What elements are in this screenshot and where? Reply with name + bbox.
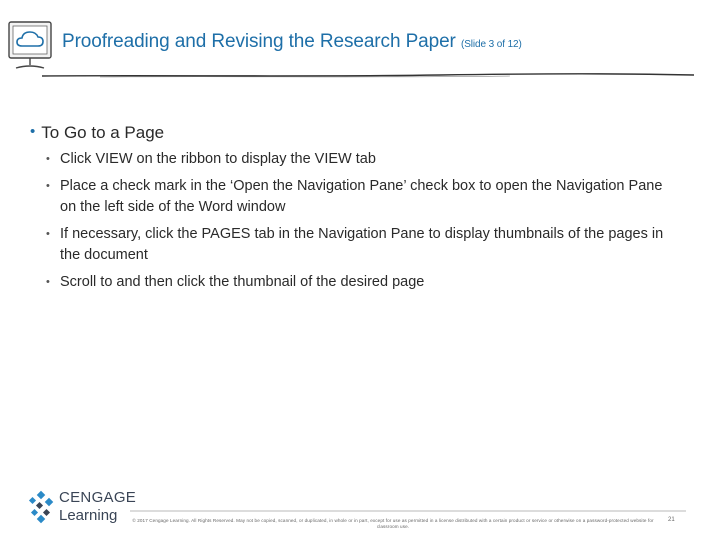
list-item-text: If necessary, click the PAGES tab in the Navigation Pane to display thumbnails of the pages in the document (60, 226, 664, 263)
list-item-text: Click VIEW on the ribbon to display the VIEW tab (60, 151, 376, 167)
list-item (46, 149, 682, 170)
bullet-dot-icon: • (46, 276, 50, 288)
title-divider (40, 68, 696, 82)
footer-divider (128, 508, 688, 514)
slide-indicator: (Slide 3 of 12) (460, 39, 522, 50)
list-item-text: Place a check mark in the ‘Open the Navigation Pane’ check box to open the Navigation Pane on the left side of the Word window (60, 178, 663, 215)
main-bullet-text: To Go to a Page (41, 123, 165, 142)
list-item (46, 272, 682, 293)
list-item-text: Scroll to and then click the thumbnail of the desired page (60, 274, 425, 290)
bullet-dot-icon: • (46, 153, 50, 165)
brand-name: CENGAGE (59, 489, 137, 506)
bullet-dot-icon: • (46, 228, 50, 240)
title-text: Proofreading and Revising the Research Paper (62, 31, 456, 52)
sub-bullet-list (46, 149, 682, 299)
list-item (46, 224, 682, 266)
cloud-monitor-icon (6, 18, 56, 74)
copyright-notice: © 2017 Cengage Learning. All Rights Reserved. May not be copied, scanned, or duplicated, in whole or in part, except for use as permitted in a license distributed with a certain product or service or otherwise on a password-protected website for classroom use. (132, 518, 654, 529)
page-title (62, 31, 522, 53)
page-number: 21 (668, 517, 675, 523)
list-item (46, 176, 682, 218)
bullet-dot-icon: • (46, 180, 50, 192)
brand-subname: Learning (59, 507, 118, 524)
bullet-dot-icon: • (30, 123, 36, 140)
main-bullet (30, 122, 164, 143)
